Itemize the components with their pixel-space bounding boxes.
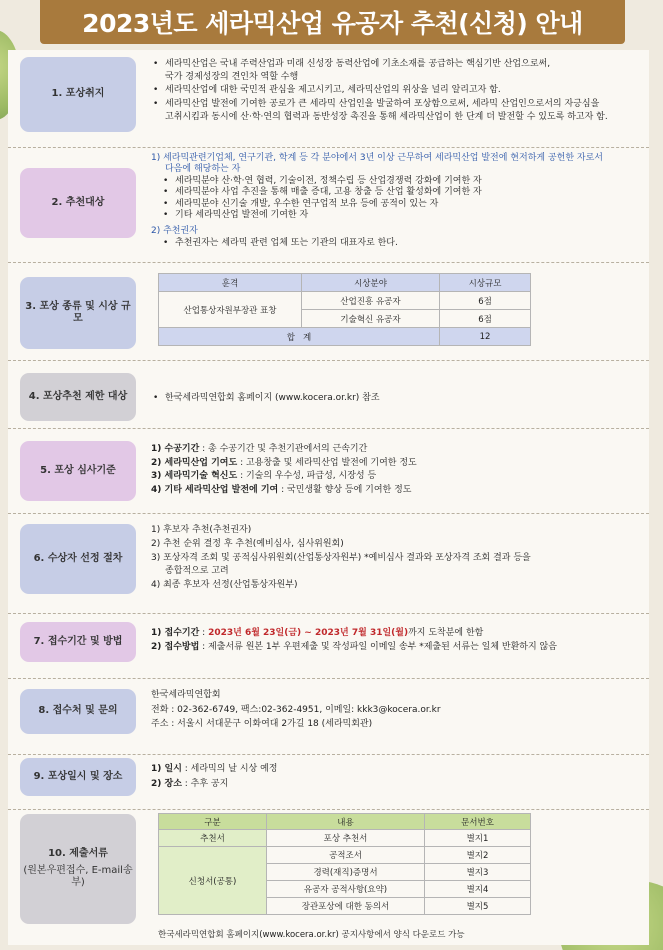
section-content bbox=[151, 443, 631, 497]
table-header: 내용 bbox=[267, 814, 425, 830]
bullet-continuation: 국가 경제성장의 견인차 역할 수행 bbox=[165, 72, 299, 83]
section-1 bbox=[8, 50, 649, 148]
criteria-item: 4) 기타 세라믹산업 발전에 기여 : 국민생활 향상 등에 기여한 정도 bbox=[151, 484, 412, 495]
reception-method: 2) 접수방법 : 제출서류 원본 1부 우편제출 및 작성파일 이메일 송부 *제출된 서류는 일체 반환하지 않음 bbox=[151, 642, 557, 652]
section-label: 10. 제출서류 (원본우편접수, E-mail송부) bbox=[20, 814, 136, 924]
section-content bbox=[151, 58, 641, 124]
table-cell: 기술혁신 유공자 bbox=[302, 310, 440, 328]
table-cell: 신청서(공통) bbox=[159, 847, 267, 915]
award-table bbox=[158, 273, 531, 346]
table-cell: 산업진흥 유공자 bbox=[302, 292, 440, 310]
table-cell: 유공자 공적사항(요약) bbox=[267, 881, 425, 898]
table-header: 시상규모 bbox=[440, 274, 531, 292]
ceremony-place: 2) 장소 : 추후 공지 bbox=[151, 778, 229, 789]
criteria-item: 2) 세라믹산업 기여도 : 고용창출 및 세라믹산업 발전에 기여한 정도 bbox=[151, 457, 417, 468]
list-item: • 세라믹분야 신기술 개발, 우수한 연구업적 보유 등에 공적이 있는 자 bbox=[161, 199, 643, 210]
section-label: 3. 포상 종류 및 시상 규모 bbox=[20, 277, 136, 349]
table-header: 훈격 bbox=[159, 274, 302, 292]
reception-period: 1) 접수기간 : 2023년 6월 23일(금) ~ 2023년 7월 31일(월)까지 도착분에 한함 bbox=[151, 628, 484, 638]
table-cell: 별지2 bbox=[425, 847, 531, 864]
procedure-step: 4) 최종 후보자 선정(산업통상자원부) bbox=[151, 580, 298, 591]
section-7 bbox=[8, 614, 649, 679]
table-header: 문서번호 bbox=[425, 814, 531, 830]
contact-phone-email: 전화 : 02-362-6749, 팩스:02-362-4951, 이메일: kkk3@kocera.or.kr bbox=[151, 704, 441, 715]
section-content bbox=[151, 762, 631, 791]
procedure-step: 1) 후보자 추천(추천권자) bbox=[151, 525, 252, 535]
table-cell: 별지3 bbox=[425, 864, 531, 881]
table-cell: 별지5 bbox=[425, 898, 531, 915]
section-label: 6. 수상자 선정 절차 bbox=[20, 524, 136, 594]
section-8 bbox=[8, 679, 649, 755]
table-cell: 공적조서 bbox=[267, 847, 425, 864]
procedure-step: 2) 추천 순위 결정 후 추천(예비심사, 심사위원회) bbox=[151, 538, 344, 549]
table-total-label: 합 계 bbox=[159, 328, 440, 346]
section-label: 2. 추천대상 bbox=[20, 168, 136, 238]
table-cell: 산업통상자원부장관 표창 bbox=[159, 292, 302, 328]
section-9 bbox=[8, 755, 649, 810]
table-header: 시상분야 bbox=[302, 274, 440, 292]
section-5 bbox=[8, 429, 649, 514]
list-item: • 추천권자는 세라믹 관련 업체 또는 기관의 대표자로 한다. bbox=[161, 238, 643, 249]
deadline-dates: 2023년 6월 23일(금) ~ 2023년 7월 31일(월) bbox=[208, 628, 409, 638]
list-item: • 세라믹분야 사업 추진을 통해 매출 증대, 고용 창출 등 산업 활성화에 기여한 자 bbox=[161, 187, 643, 198]
document-body bbox=[8, 50, 649, 945]
procedure-step-continuation: 종합적으로 고려 bbox=[165, 566, 229, 577]
bullet-item: • 세라믹산업에 대한 국민적 관심을 제고시키고, 세라믹산업의 위상을 널리 알리고자 함. bbox=[151, 84, 641, 97]
section-4 bbox=[8, 361, 649, 429]
section-sublabel: (원본우편접수, E-mail송부) bbox=[23, 864, 133, 889]
table-cell: 추천서 bbox=[159, 830, 267, 847]
list-item: • 기타 세라믹산업 발전에 기여한 자 bbox=[161, 210, 643, 221]
section-label: 5. 포상 심사기준 bbox=[20, 441, 136, 501]
bullet-continuation: 고취시킴과 동시에 산·학·연의 협력과 동반성장 촉진을 통해 세라믹산업이 한 단계 더 발전할 수 있도록 하고자 함. bbox=[165, 111, 608, 122]
page-title: 2023년도 세라믹산업 유공자 추천(신청) 안내 bbox=[82, 9, 583, 38]
table-header: 구분 bbox=[159, 814, 267, 830]
subheading-continuation: 다음에 해당하는 자 bbox=[165, 164, 241, 175]
bullet-item: • 세라믹산업 발전에 기여한 공로가 큰 세라믹 산업인을 발굴하여 포상함으로써, 세라믹 산업인으로서의 자긍심을 bbox=[151, 98, 641, 111]
section-content bbox=[151, 626, 643, 654]
contact-org: 한국세라믹연합회 bbox=[151, 690, 221, 700]
section-content bbox=[151, 153, 643, 249]
contact-address: 주소 : 서울시 서대문구 이화여대 2가길 18 (세라믹회관) bbox=[151, 719, 373, 729]
table-cell: 별지1 bbox=[425, 830, 531, 847]
title-banner bbox=[40, 0, 625, 44]
table-cell: 별지4 bbox=[425, 881, 531, 898]
section-content bbox=[151, 524, 631, 593]
list-item: • 세라믹분야 산·학·연 협력, 기술이전, 정책수립 등 산업경쟁력 강화에 기여한 자 bbox=[161, 176, 643, 187]
section-content bbox=[151, 392, 631, 405]
table-cell: 6점 bbox=[440, 310, 531, 328]
section-2 bbox=[8, 148, 649, 263]
documents-table bbox=[158, 813, 531, 915]
criteria-item: 1) 수공기간 : 총 수공기간 및 추천기관에서의 근속기간 bbox=[151, 444, 368, 454]
section-label: 4. 포상추천 제한 대상 bbox=[20, 373, 136, 421]
table-cell: 장관포상에 대한 동의서 bbox=[267, 898, 425, 915]
section-3 bbox=[8, 263, 649, 361]
table-cell: 6점 bbox=[440, 292, 531, 310]
download-note: 한국세라믹연합회 홈페이지(www.kocera.or.kr) 공지사항에서 양식 다운로드 가능 bbox=[158, 930, 465, 940]
bullet-item: • 세라믹산업은 국내 주력산업과 미래 신성장 동력산업에 기초소재를 공급하는 핵심기반 산업으로써, bbox=[151, 58, 641, 71]
section-label: 1. 포상취지 bbox=[20, 57, 136, 132]
procedure-step: 3) 포상자격 조회 및 공적심사위원회(산업통상자원부) *예비심사 결과와 포상자격 조회 결과 등을 bbox=[151, 552, 531, 563]
section-label: 8. 접수처 및 문의 bbox=[20, 689, 136, 734]
section-6 bbox=[8, 514, 649, 614]
criteria-item: 3) 세라믹기술 혁신도 : 기술의 우수성, 파급성, 시장성 등 bbox=[151, 471, 377, 481]
section-10 bbox=[8, 810, 649, 945]
subheading: 2) 추천권자 bbox=[151, 226, 198, 237]
subheading: 1) 세라믹관련기업체, 연구기관, 학계 등 각 분야에서 3년 이상 근무하여 세라믹산업 발전에 현저하게 공헌한 자로서 bbox=[151, 153, 603, 163]
table-cell: 포상 추천서 bbox=[267, 830, 425, 847]
list-item: • 한국세라믹연합회 홈페이지 (www.kocera.or.kr) 참조 bbox=[151, 392, 631, 405]
section-label: 7. 접수기간 및 방법 bbox=[20, 622, 136, 662]
table-total-value: 12 bbox=[440, 328, 531, 346]
section-label: 9. 포상일시 및 장소 bbox=[20, 758, 136, 796]
table-cell: 경력(재직)증명서 bbox=[267, 864, 425, 881]
section-content bbox=[151, 688, 631, 732]
ceremony-date: 1) 일시 : 세라믹의 날 시상 예정 bbox=[151, 764, 278, 774]
